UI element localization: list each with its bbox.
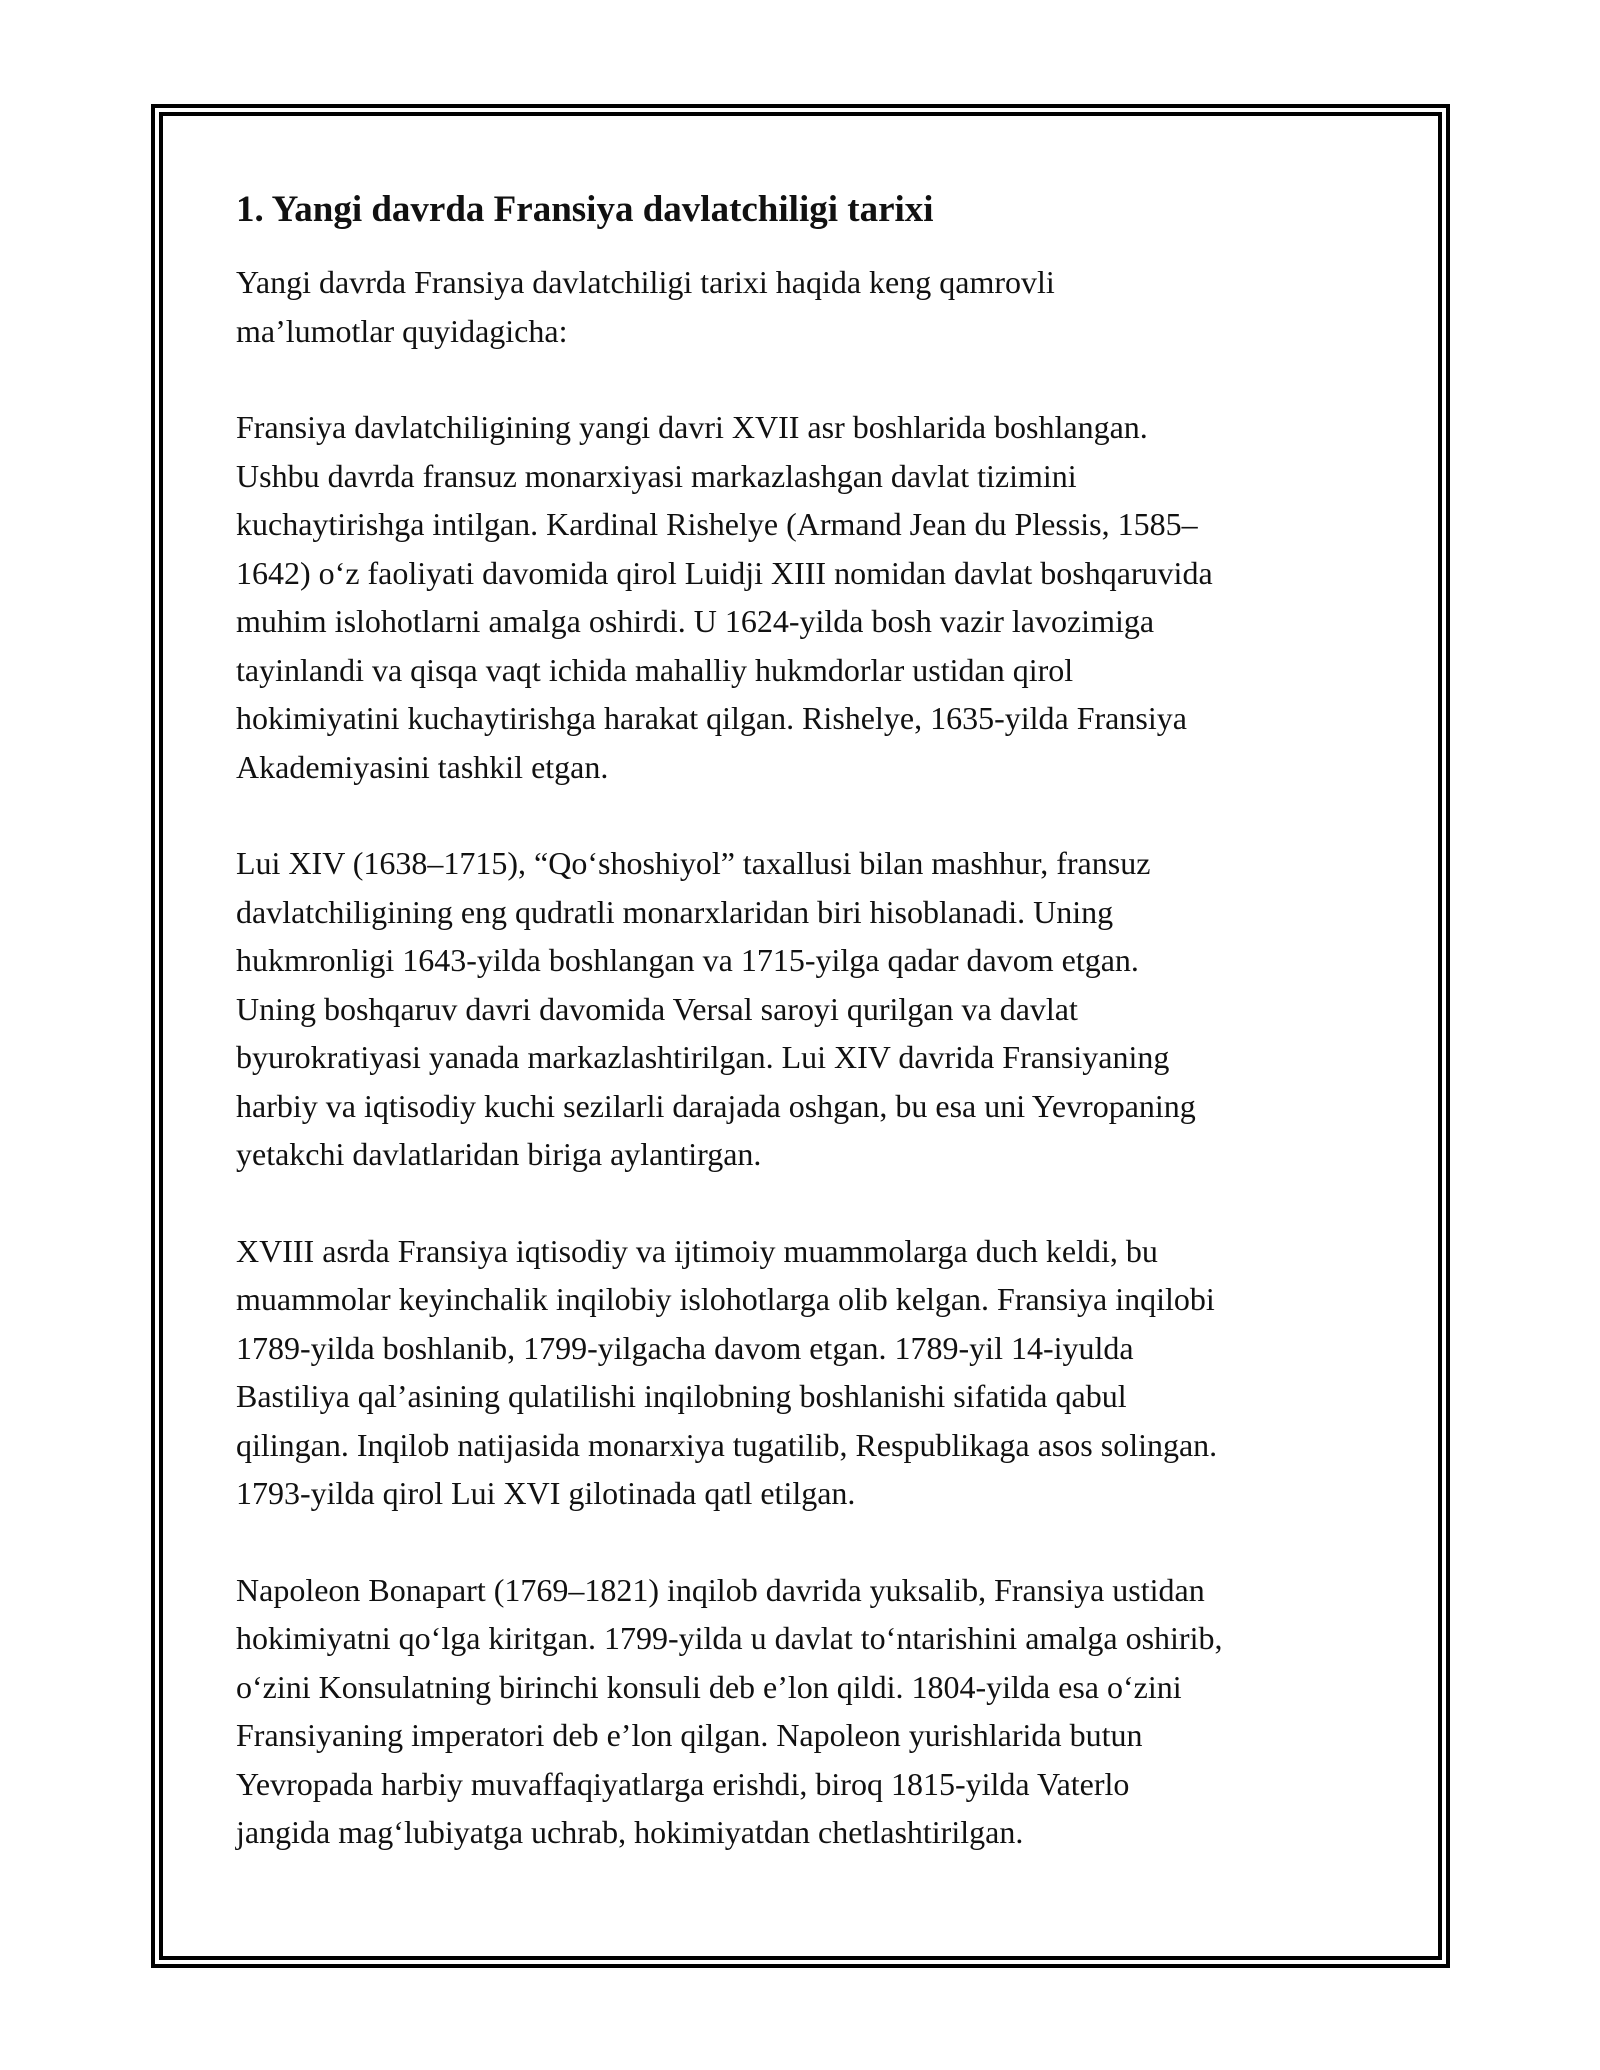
text-line: 1642) o‘z faoliyati davomida qirol Luidji XIII nomidan davlat boshqaruvida (236, 554, 1213, 591)
paragraph-revolution (236, 1227, 1386, 1518)
text-line: Bastiliya qal’asining qulatilishi inqilobning boshlanishi sifatida qabul (236, 1378, 1127, 1414)
text-line: 1789-yilda boshlanib, 1799-yilgacha davom etgan. 1789-yil 14-iyulda (236, 1329, 1134, 1366)
text-line: Fransiyaning imperatori deb e’lon qilgan. Napoleon yurishlarida butun (236, 1717, 1143, 1753)
text-line: o‘zini Konsulatning birinchi konsuli deb e’lon qildi. 1804-yilda esa o‘zini (236, 1668, 1182, 1705)
text-line: Lui XIV (1638–1715), “Qo‘shoshiyol” taxallusi bilan mashhur, fransuz (236, 845, 1151, 881)
text-line: tayinlandi va qisqa vaqt ichida mahalliy hukmdorlar ustidan qirol (236, 651, 1074, 688)
document-body (236, 186, 1386, 1905)
text-line: 1793-yilda qirol Lui XVI gilotinada qatl etilgan. (236, 1475, 856, 1511)
intro-paragraph (236, 258, 1386, 355)
text-line: Napoleon Bonapart (1769–1821) inqilob davrida yuksalib, Fransiya ustidan (236, 1571, 1205, 1608)
paragraph-richelieu (236, 403, 1386, 791)
text-line: ma’lumotlar quyidagicha: (236, 312, 568, 349)
paragraph-louis-xiv (236, 839, 1386, 1179)
text-line: Yangi davrda Fransiya davlatchiligi tarixi haqida keng qamrovli (236, 264, 1055, 300)
text-line: yetakchi davlatlaridan biriga aylantirgan. (236, 1136, 762, 1172)
text-line: hukmronligi 1643-yilda boshlangan va 1715-yilga qadar davom etgan. (236, 942, 1139, 978)
text-line: muammolar keyinchalik inqilobiy islohotlarga olib kelgan. Fransiya inqilobi (236, 1281, 1215, 1317)
text-line: XVIII asrda Fransiya iqtisodiy va ijtimoiy muammolarga duch keldi, bu (236, 1232, 1158, 1269)
text-line: Akademiyasini tashkil etgan. (236, 748, 609, 785)
text-line: hokimiyatini kuchaytirishga harakat qilgan. Rishelye, 1635-yilda Fransiya (236, 700, 1187, 736)
text-line: davlatchiligining eng qudratli monarxlaridan biri hisoblanadi. Uning (236, 893, 1114, 930)
text-line: kuchaytirishga intilgan. Kardinal Rishelye (Armand Jean du Plessis, 1585– (236, 506, 1198, 542)
text-line: qilingan. Inqilob natijasida monarxiya tugatilib, Respublikaga asos solingan. (236, 1426, 1218, 1463)
text-line: Uning boshqaruv davri davomida Versal saroyi qurilgan va davlat (236, 990, 1078, 1027)
section-heading: 1. Yangi davrda Fransiya davlatchiligi tarixi (236, 189, 934, 230)
text-line: hokimiyatni qo‘lga kiritgan. 1799-yilda u davlat to‘ntarishini amalga oshirib, (236, 1620, 1223, 1656)
text-line: byurokratiyasi yanada markazlashtirilgan. Lui XIV davrida Fransiyaning (236, 1039, 1170, 1075)
text-line: Fransiya davlatchiligining yangi davri XVII asr boshlarida boshlangan. (236, 409, 1148, 445)
text-line: jangida mag‘lubiyatga uchrab, hokimiyatdan chetlashtirilgan. (236, 1814, 1024, 1850)
text-line: Yevropada harbiy muvaffaqiyatlarga erishdi, biroq 1815-yilda Vaterlo (236, 1765, 1130, 1802)
paragraph-napoleon (236, 1566, 1386, 1857)
text-line: muhim islohotlarni amalga oshirdi. U 1624-yilda bosh vazir lavozimiga (236, 603, 1155, 639)
text-line: harbiy va iqtisodiy kuchi sezilarli darajada oshgan, bu esa uni Yevropaning (236, 1087, 1196, 1124)
text-line: Ushbu davrda fransuz monarxiyasi markazlashgan davlat tizimini (236, 457, 1077, 494)
